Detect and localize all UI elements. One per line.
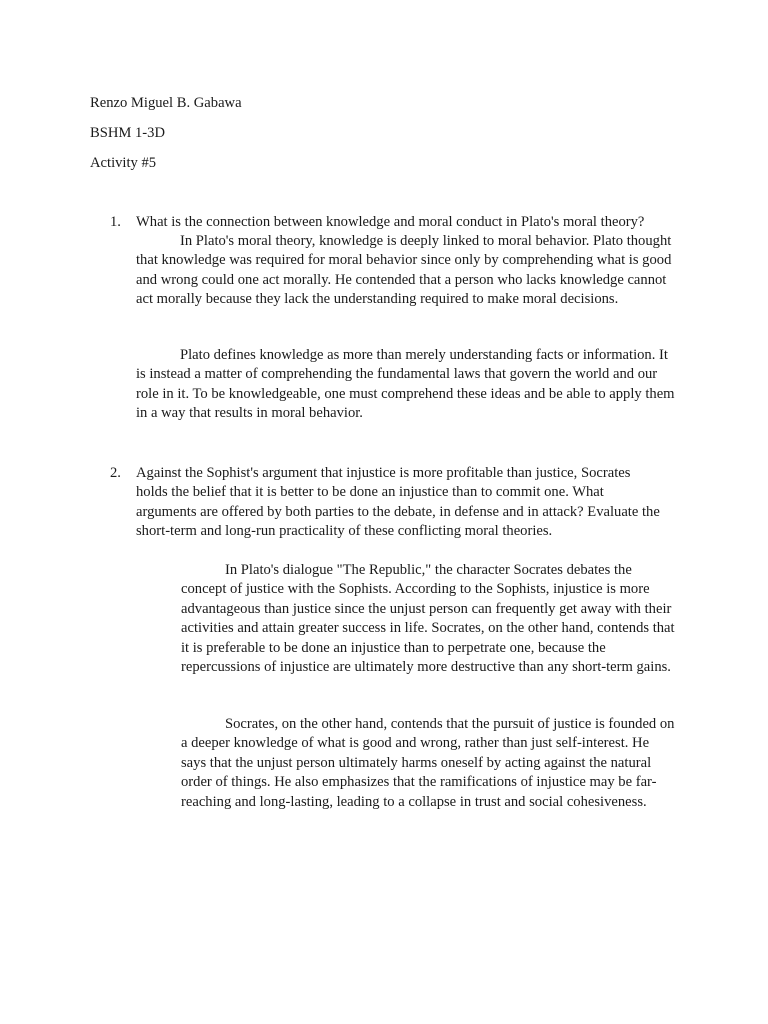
course-section: BSHM 1-3D [90,125,166,141]
question-1-prompt: What is the connection between knowledge and moral conduct in Plato's moral theory? [136,214,645,230]
question-2-number: 2. [110,465,121,481]
question-2-answer-2: Socrates, on the other hand, contends that the pursuit of justice is founded on a deeper knowledge of what is good and wrong, rather than just self-interest. He says that the unjust person ultimately harms oneself by acting against the natural order of things. He also emphasizes that the ramifications of injustice may be far-reaching and long-lasting, leading to a collapse in trust and social cohesiveness. [181,716,675,810]
question-1-number: 1. [110,214,121,230]
question-1-answer-2: Plato defines knowledge as more than merely understanding facts or information. It is instead a matter of comprehending the fundamental laws that govern the world and our role in it. To be knowledgeable, one must comprehend these ideas and be able to apply them in a way that results in moral behavior. [136,347,675,422]
author-name: Renzo Miguel B. Gabawa [90,95,242,111]
activity-title: Activity #5 [90,155,157,171]
question-2-prompt: Against the Sophist's argument that injustice is more profitable than justice, Socrates holds the belief that it is better to be done an injustice than to commit one. What arguments are offered by both parties to the debate, in defense and in attack? Evaluate the short-term and long-run practicality of these conflicting moral theories. [136,465,660,540]
question-1-answer-1: In Plato's moral theory, knowledge is deeply linked to moral behavior. Plato thought that knowledge was required for moral behavior since only by comprehending what is good and wrong could one act morally. He contended that a person who lacks knowledge cannot act morally because they lack the understanding required to make moral decisions. [136,233,672,308]
question-2-answer-1: In Plato's dialogue "The Republic," the character Socrates debates the concept of justice with the Sophists. According to the Sophists, injustice is more advantageous than justice since the unjust person can frequently get away with their activities and attain greater success in life. Socrates, on the other hand, contends that it is preferable to be done an injustice than to perpetrate one, because the repercussions of injustice are ultimately more destructive than any short-term gains. [181,562,675,676]
